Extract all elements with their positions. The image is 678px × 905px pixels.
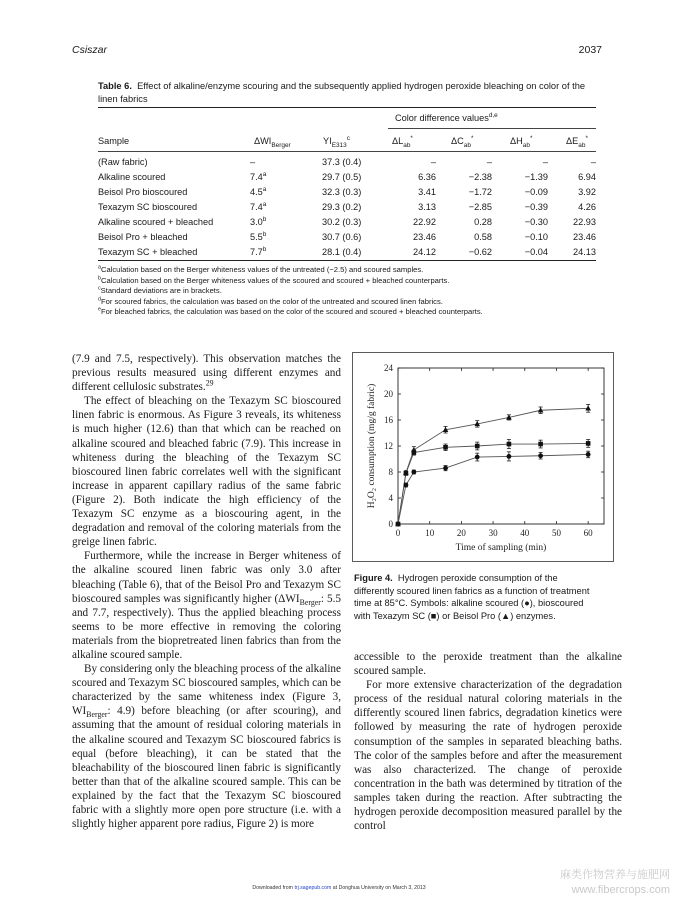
y-tick-label: 16 [384,415,393,425]
running-head-author: Csiszar [72,44,108,56]
y-tick-label: 20 [384,389,393,399]
cell-de: – [590,156,596,167]
table-row [98,199,596,214]
col-header-de: $\Delta E_{ab}^*$ [566,134,588,149]
y-axis-label: H₂O₂ consumption (mg/g fabric) [367,383,377,509]
table-row [98,184,596,199]
cell-sample: Beisol Pro + bleached [98,231,188,242]
cell-yi: 28.1 (0.4) [322,246,362,257]
col-header-wi: $\Delta WI_{Berger}$ [254,136,291,149]
cell-dh: −0.39 [524,201,548,212]
cell-dc: −2.38 [468,171,492,182]
x-tick-label: 50 [551,528,561,538]
cell-yi: 37.3 (0.4) [322,156,362,167]
x-tick-label: 20 [456,528,466,538]
x-axis-label: Time of sampling (min) [455,543,547,553]
cell-wi: 7.4$^a$ [250,170,267,182]
col-header-sample: Sample [98,136,130,146]
table-header-rule [98,151,596,152]
series-line [398,408,588,524]
cell-de: 4.26 [578,201,596,212]
cell-yi: 30.2 (0.3) [322,216,362,227]
cell-de: 3.92 [578,186,596,197]
cell-sample: Alkaline scoured [98,171,166,182]
table-caption [98,80,598,105]
figure-caption-label: Figure 4. [354,573,393,583]
table-footnote: $^d$For scoured fabrics, the calculation was based on the color of the untreated and scoured linen fabrics. [98,295,443,306]
cell-de: 6.94 [578,171,596,182]
cell-dl: 22.92 [413,216,436,227]
cell-wi: 4.5$^a$ [250,185,267,197]
cell-sample: Alkaline scoured + bleached [98,216,214,227]
table-caption-text: Effect of alkaline/enzyme scouring and the subsequently applied hydrogen peroxide bleaching on color of the linen fabrics [98,81,586,104]
data-point-circle [443,466,448,471]
table-caption-label: Table 6. [98,81,132,91]
cell-dl: 3.13 [418,201,436,212]
plot-area [398,368,604,524]
table-row [98,169,596,184]
data-point-circle [538,453,543,458]
cell-dc: – [486,156,492,167]
table-footnote: $^c$Standard deviations are in brackets. [98,285,222,295]
watermark-line2: www.fibercrops.com [571,884,670,896]
cell-dl: 6.36 [418,171,436,182]
table-row [98,244,596,259]
cell-de: 22.93 [573,216,596,227]
download-notice: Downloaded from trj.sagepub.com at Donghua University on March 3, 2013 [252,885,426,891]
data-point-square [586,441,591,446]
x-tick-label: 0 [395,528,401,538]
cell-yi: 30.7 (0.6) [322,231,362,242]
paragraph: For more extensive characterization of the degradation process of the residual natural coloring materials in the differently scoured linen fabrics, degradation kinetics were followed by measuring the rate of hydrogen peroxide consumption of the samples in separated bleaching baths. The color of the samples before and after the measurement was also characterized. The change of peroxide concentration in the bath was determined by titration of the samples taken during the reaction. After subtracting the hydrogen peroxide decomposition measured parallel by the control [354,679,622,833]
table-footnote: $^e$For bleached fabrics, the calculation was based on the color of the scoured and scoured + bleached counterparts. [98,306,483,316]
table-footnote: $^b$Calculation based on the Berger whiteness values of the scoured and scoured + bleached counterparts. [98,274,450,285]
cell-de: 24.13 [573,246,596,257]
paragraph: (7.9 and 7.5, respectively). This observation matches the previous results measured using different enzymes and different cellulosic substrates.$^{29}$ [72,353,341,394]
cell-de: 23.46 [573,231,596,242]
col-header-yi: $YI_{E313}^c$ [323,134,350,149]
paragraph: By considering only the bleaching process of the alkaline scoured and Texazym SC bioscoured samples, which can be characterized by the same whiteness index (Figure 3, $WI_{Berger}$: 4.9) before bleaching (or after scouring), and assuming that the amount of residual coloring materials in the alkaline scoured and Texazym SC bioscoured fabrics is equal (before bleaching), it can be stated that the bleachability of the bioscoured linen fabric is significantly better than that of the alkaline scoured sample. This can be explained by the fact that the Texazym SC bioscoured fabric with a slightly more open pore structure (i.e. with a slightly higher apparent pore radius, Figure 2) is more [72,663,341,831]
table-row [98,154,596,169]
cell-yi: 29.7 (0.5) [322,171,362,182]
y-tick-label: 0 [388,519,393,529]
page-number: 2037 [578,44,602,56]
col-header-dc: $\Delta C_{ab}^*$ [451,134,474,149]
right-column [354,650,622,833]
cell-dc: −1.72 [468,186,492,197]
figure-4-chart [352,352,614,562]
cell-dh: −0.10 [524,231,548,242]
left-column [72,352,341,831]
table-group-header: Color difference values$^{d,e}$ [395,111,498,123]
cell-dl: 3.41 [418,186,436,197]
y-tick-label: 4 [388,493,393,503]
cell-sample: Texazym SC bioscoured [98,201,198,212]
data-point-circle [586,452,591,457]
table-top-rule [98,107,596,108]
cell-dc: −2.85 [468,201,492,212]
cell-dc: −0.62 [468,246,492,257]
figure-caption-text: Hydrogen peroxide consumption of the differently scoured linen fabrics as a function of treatment time at 85°C. Symbols: alkaline scoured (●), bioscoured with Texazym SC (■) or Beisol Pro (▲) enzymes. [354,573,590,621]
table-row [98,214,596,229]
cell-yi: 32.3 (0.3) [322,186,362,197]
cell-dh: −1.39 [524,171,548,182]
watermark [560,868,670,898]
cell-dc: 0.58 [474,231,492,242]
data-point-triangle [585,405,591,410]
cell-dh: −0.30 [524,216,548,227]
cell-wi: 7.4$^a$ [250,200,267,212]
cell-wi: – [250,156,256,167]
table-row [98,229,596,244]
data-point-circle [411,470,416,475]
data-point-square [507,442,512,447]
cell-dh: −0.09 [524,186,548,197]
col-header-dl: $\Delta L_{ab}^*$ [392,134,413,149]
table-group-rule [388,128,596,129]
data-point-circle [475,455,480,460]
x-tick-label: 40 [520,528,530,538]
series-line [398,454,588,524]
table-footnote: $^a$Calculation based on the Berger whiteness values of the untreated (−2.5) and scoured samples. [98,264,424,274]
data-point-square [475,444,480,449]
x-tick-label: 60 [583,528,593,538]
cell-dl: 24.12 [413,246,436,257]
y-tick-label: 24 [384,363,393,373]
cell-dh: −0.04 [524,246,548,257]
cell-dl: 23.46 [413,231,436,242]
data-point-circle [396,522,401,527]
cell-yi: 29.3 (0.2) [322,201,362,212]
paragraph: The effect of bleaching on the Texazym SC bioscoured linen fabric is enormous. As Figure 3 reveals, its whiteness is much higher (12.6) than that which can be reached on alkaline scoured and bleached fabric (7.9). This increase in whiteness during the bleaching of the Texazym SC bioscoured linen fabric correlates well with the significant increase in apparent capillary radius of the same fabric (Figure 2). Both indicate the high efficiency of the Texazym SC enzyme as a bioscouring agent, in the degradation and removal of the coloring materials from the greige linen fabric. [72,395,341,549]
cell-wi: 5.5$^b$ [250,230,267,242]
cell-sample: Texazym SC + bleached [98,246,198,257]
cell-sample: Beisol Pro bioscoured [98,186,188,197]
col-header-dh: $\Delta H_{ab}^*$ [510,134,533,149]
data-point-square [538,442,543,447]
cell-dl: – [430,156,436,167]
table-bottom-rule [98,260,596,261]
table-6 [98,154,596,259]
data-point-square [412,450,417,455]
paragraph: accessible to the peroxide treatment than the alkaline scoured sample. [354,651,622,678]
cell-dc: 0.28 [474,216,492,227]
paragraph: Furthermore, while the increase in Berger whiteness of the alkaline scoured linen fabric was only 3.0 after bleaching (Table 6), that of the Beisol Pro and Texazym SC bioscoured samples was significantly higher ($\Delta WI_{Berger}$: 5.5 and 7.7, respectively). Thus the applied bleaching process seems to be more effective in removing the coloring materials from the biopretreated linen fabrics than from the alkaline scoured sample. [72,550,342,661]
watermark-line1: 麻类作物营养与施肥网 [560,869,670,881]
download-link[interactable]: trj.sagepub.com [294,885,332,891]
y-tick-label: 12 [384,441,393,451]
x-tick-label: 30 [488,528,498,538]
cell-sample: (Raw fabric) [98,156,148,167]
cell-wi: 3.0$^b$ [250,215,267,227]
cell-wi: 7.7$^b$ [250,245,267,257]
data-point-circle [404,483,409,488]
figure-caption [354,572,600,622]
data-point-square [404,471,409,476]
cell-dh: – [542,156,548,167]
x-tick-label: 10 [425,528,435,538]
y-tick-label: 8 [388,467,393,477]
data-point-square [443,445,448,450]
data-point-circle [507,454,512,459]
